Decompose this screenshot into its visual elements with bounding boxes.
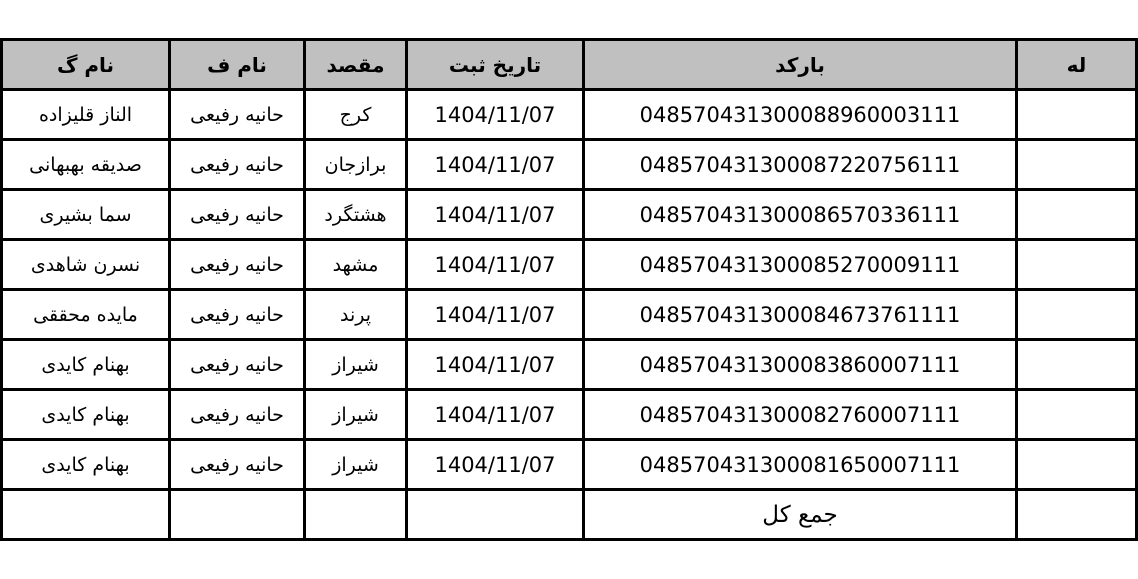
table-row: [2, 440, 1137, 490]
cell-name-g: بهنام کایدی: [2, 440, 170, 490]
table-row: [2, 240, 1137, 290]
cell-destination: پرند: [305, 290, 407, 340]
cell-name-g: صدیقه بهبهانی: [2, 140, 170, 190]
cell-serial: [1017, 90, 1137, 140]
cell-name-f: حانیه رفیعی: [170, 190, 305, 240]
shipment-manifest-table: [0, 38, 1138, 541]
table-row: [2, 340, 1137, 390]
cell-date: 1404/11/07: [407, 90, 584, 140]
table-row: [2, 140, 1137, 190]
cell-destination: شیراز: [305, 390, 407, 440]
cell-barcode: 048570431300084673761111: [584, 290, 1017, 340]
cell-empty: [407, 490, 584, 540]
cell-destination: کرج: [305, 90, 407, 140]
cell-barcode: 048570431300086570336111: [584, 190, 1017, 240]
cell-date: 1404/11/07: [407, 440, 584, 490]
header-name-f: نام ف: [170, 40, 305, 90]
cell-barcode: 048570431300082760007111: [584, 390, 1017, 440]
cell-name-g: بهنام کایدی: [2, 390, 170, 440]
table-row: [2, 390, 1137, 440]
cell-name-f: حانیه رفیعی: [170, 290, 305, 340]
total-row: [2, 490, 1137, 540]
cell-barcode: 048570431300085270009111: [584, 240, 1017, 290]
table-row: [2, 190, 1137, 240]
cell-name-g: سما بشیری: [2, 190, 170, 240]
cell-destination: مشهد: [305, 240, 407, 290]
cell-name-f: حانیه رفیعی: [170, 440, 305, 490]
cell-date: 1404/11/07: [407, 190, 584, 240]
cell-date: 1404/11/07: [407, 240, 584, 290]
cell-date: 1404/11/07: [407, 340, 584, 390]
header-destination: مقصد: [305, 40, 407, 90]
cell-serial: [1017, 440, 1137, 490]
cell-date: 1404/11/07: [407, 390, 584, 440]
cell-destination: برازجان: [305, 140, 407, 190]
cell-serial: [1017, 240, 1137, 290]
cell-barcode: 048570431300083860007111: [584, 340, 1017, 390]
cell-name-f: حانیه رفیعی: [170, 90, 305, 140]
cell-empty: [170, 490, 305, 540]
total-label: جمع کل: [584, 490, 1017, 540]
header-barcode: بارکد: [584, 40, 1017, 90]
cell-name-g: نسرن شاهدی: [2, 240, 170, 290]
cell-name-f: حانیه رفیعی: [170, 140, 305, 190]
cell-destination: شیراز: [305, 440, 407, 490]
manifest-table-container: [0, 38, 1138, 541]
cell-name-f: حانیه رفیعی: [170, 340, 305, 390]
cell-serial: [1017, 190, 1137, 240]
cell-serial: [1017, 490, 1137, 540]
cell-serial: [1017, 390, 1137, 440]
cell-date: 1404/11/07: [407, 140, 584, 190]
table-row: [2, 290, 1137, 340]
cell-empty: [2, 490, 170, 540]
cell-name-g: مایده محققی: [2, 290, 170, 340]
cell-name-g: الناز قلیزاده: [2, 90, 170, 140]
cell-barcode: 048570431300087220756111: [584, 140, 1017, 190]
cell-serial: [1017, 290, 1137, 340]
cell-empty: [305, 490, 407, 540]
header-date: تاریخ ثبت: [407, 40, 584, 90]
header-name-g: نام گ: [2, 40, 170, 90]
cell-destination: هشتگرد: [305, 190, 407, 240]
header-serial-partial: له: [1017, 40, 1137, 90]
cell-serial: [1017, 140, 1137, 190]
cell-serial: [1017, 340, 1137, 390]
table-row: [2, 90, 1137, 140]
cell-destination: شیراز: [305, 340, 407, 390]
cell-barcode: 048570431300088960003111: [584, 90, 1017, 140]
cell-date: 1404/11/07: [407, 290, 584, 340]
cell-name-f: حانیه رفیعی: [170, 240, 305, 290]
cell-name-g: بهنام کایدی: [2, 340, 170, 390]
cell-barcode: 048570431300081650007111: [584, 440, 1017, 490]
cell-name-f: حانیه رفیعی: [170, 390, 305, 440]
header-row: [2, 40, 1137, 90]
